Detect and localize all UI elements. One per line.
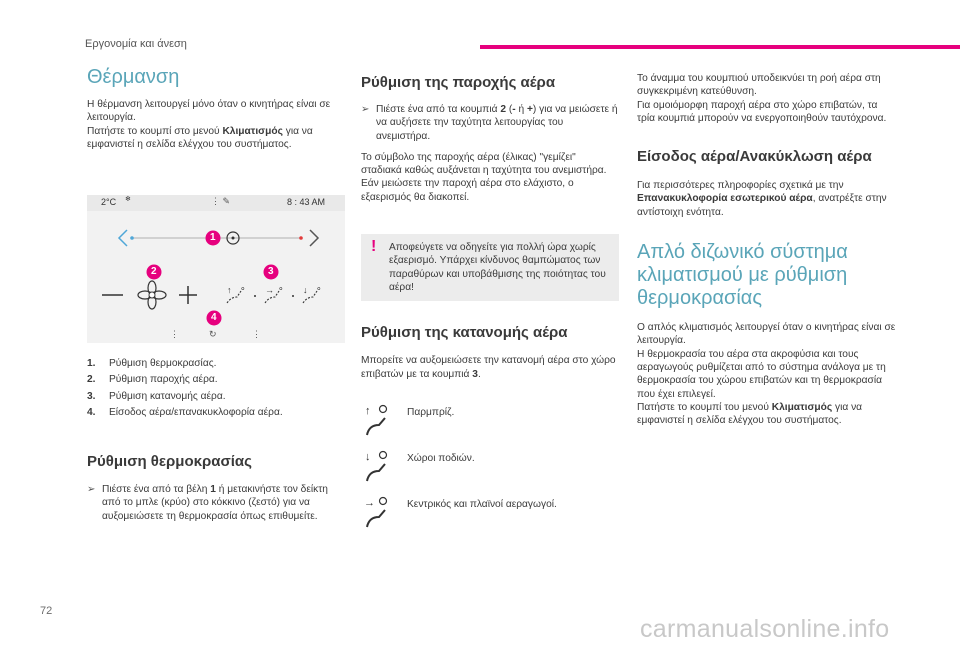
heading-heating: Θέρμανση — [87, 66, 180, 88]
page-number: 72 — [40, 605, 53, 617]
heading-temp-setting: Ρύθμιση θερμοκρασίας — [87, 453, 252, 470]
section-title: Εργονομία και άνεση — [85, 38, 187, 50]
svg-text:↻: ↻ — [209, 329, 217, 339]
callout-label-2: 2 — [151, 266, 157, 277]
temp-increase-arrow — [310, 230, 318, 246]
distrib-vents: → Κεντρικός και πλαϊνοί αεραγωγοί. — [361, 495, 619, 529]
distrib-para: Μπορείτε να αυξομειώσετε την κατανομή αέρα στο χώρο επιβατών με τα κουμπιά 3. — [361, 355, 616, 380]
snowflake-icon: ❄ — [125, 196, 131, 203]
bullet-arrow-icon: ➢ — [361, 104, 370, 115]
temp-instruction: ➢ Πιέστε ένα από τα βέλη 1 ή μετακινήστε τον δείκτη από το μπλε (κρύο) στο κόκκινο (ζεστό) για να αυξομειώσετε τη θερμοκρασία όπως επιθυμείτε. — [87, 484, 328, 522]
heading-air-flow: Ρύθμιση της παροχής αέρα — [361, 74, 556, 91]
bullet-arrow-icon: ➢ — [87, 484, 96, 495]
heating-intro: Η θέρμανση λειτουργεί μόνο όταν ο κινητήρας είναι σε λειτουργία. — [87, 99, 331, 124]
status-icons: ⋮ ✎ — [211, 196, 231, 206]
svg-text:∘: ∘ — [278, 283, 284, 293]
column-1 — [87, 66, 349, 159]
column-3 — [637, 72, 897, 435]
clock: 8 : 43 AM — [287, 197, 326, 207]
heading-dual-zone: Απλό διζωνικό σύστημα κλιματισμού με ρύθμιση θερμοκρασίας — [637, 241, 848, 310]
distrib-note-1: Το άναμμα του κουμπιού υποδεικνύει τη ροή αέρα στη συγκεκριμένη κατεύθυνση. — [637, 73, 881, 98]
dual-para-1: Ο απλός κλιματισμός λειτουργεί όταν ο κινητήρας είναι σε λειτουργία. — [637, 322, 896, 347]
callout-label-1: 1 — [210, 232, 216, 243]
svg-text:→: → — [265, 285, 274, 295]
svg-text:⋮: ⋮ — [252, 329, 261, 339]
callout-label-3: 3 — [268, 266, 274, 277]
heading-air-distribution: Ρύθμιση της κατανομής αέρα — [361, 324, 568, 342]
climate-screen-illustration — [87, 195, 345, 343]
list-item: 2. Ρύθμιση παροχής αέρα. — [87, 374, 218, 386]
dual-para-2: Η θερμοκρασία του αέρα στα ακροφύσια και τους αεραγωγούς ρυθμίζεται από το σύστημα ανάλογα με τη θερμοκρασία του χώρου επιβατών και τη θερμοκρασία που έχει επιλεγεί. — [637, 348, 886, 400]
outside-temperature: 2°C — [101, 197, 117, 207]
warning-box: ! Αποφεύγετε να οδηγείτε για πολλή ώρα χωρίς εξαερισμό. Υπάρχει κίνδυνος θαμπώματος των παραθύρων και υποβάθμισης της ποιότητας του αέρα! — [361, 234, 619, 301]
flow-para-1: Το σύμβολο της παροχής αέρα (έλικας) "γεμίζει" σταδιακά καθώς αυξάνεται η ταχύτητα του ανεμιστήρα. — [361, 151, 607, 177]
svg-text:∘: ∘ — [316, 283, 322, 293]
flow-para-2: Εάν μειώσετε την παροχή αέρα στο ελάχιστο, ο εξαερισμός θα διακοπεί. — [361, 178, 574, 203]
warning-icon: ! — [371, 238, 377, 256]
list-item: 1. Ρύθμιση θερμοκρασίας. — [87, 358, 217, 369]
svg-text:↓: ↓ — [365, 450, 371, 463]
heading-air-intake: Είσοδος αέρα/Ανακύκλωση αέρα — [637, 148, 872, 166]
fan-icon — [138, 281, 166, 309]
footwell-airflow-icon — [361, 449, 391, 483]
svg-text:→: → — [364, 496, 375, 509]
list-item: 3. Ρύθμιση κατανομής αέρα. — [87, 390, 226, 402]
callout-label-4: 4 — [211, 312, 217, 323]
temp-decrease-arrow — [119, 230, 127, 246]
header-accent-bar — [480, 45, 960, 49]
dual-para-3: Πατήστε το κουμπί του μενού Κλιματισμός για να εμφανιστεί η σελίδα ελέγχου του συστήματος. — [637, 401, 863, 427]
vents-airflow-icon — [361, 495, 391, 529]
heating-menu-instruction: Πατήστε το κουμπί στο μενού Κλιματισμός για να εμφανιστεί η σελίδα ελέγχου του συστήματος. — [87, 125, 313, 150]
distrib-windscreen: ↑ Παρμπρίζ. — [361, 403, 619, 437]
svg-text:↓: ↓ — [303, 285, 308, 295]
svg-text:∘: ∘ — [240, 283, 246, 293]
distrib-note-2: Για ομοιόμορφη παροχή αέρα στο χώρο επιβατών, τα τρία κουμπιά μπορούν να ενεργοποιηθούν ταυτόχρονα. — [637, 99, 887, 124]
distrib-footwell: ↓ Χώροι ποδιών. — [361, 449, 619, 483]
svg-text:↑: ↑ — [365, 404, 371, 417]
column-2 — [361, 73, 619, 541]
flow-instruction: ➢ Πιέστε ένα από τα κουμπιά 2 (- ή +) για να μειώσετε ή να αυξήσετε την ταχύτητα λειτουργίας του ανεμιστήρα. — [361, 104, 618, 142]
intake-para: Για περισσότερες πληροφορίες σχετικά με την Επανακυκλοφορία εσωτερικού αέρα, ανατρέξτε στην αντίστοιχη ενότητα. — [637, 180, 887, 218]
windscreen-airflow-icon — [361, 403, 391, 437]
list-item: 4. Είσοδος αέρα/επανακυκλοφορία αέρα. — [87, 406, 283, 418]
temp-setting-section — [87, 452, 349, 523]
screen-legend-list — [87, 357, 349, 422]
svg-text:↑: ↑ — [227, 285, 232, 295]
watermark: carmanualsonline.info — [640, 615, 890, 643]
svg-text:⋮: ⋮ — [170, 329, 179, 339]
